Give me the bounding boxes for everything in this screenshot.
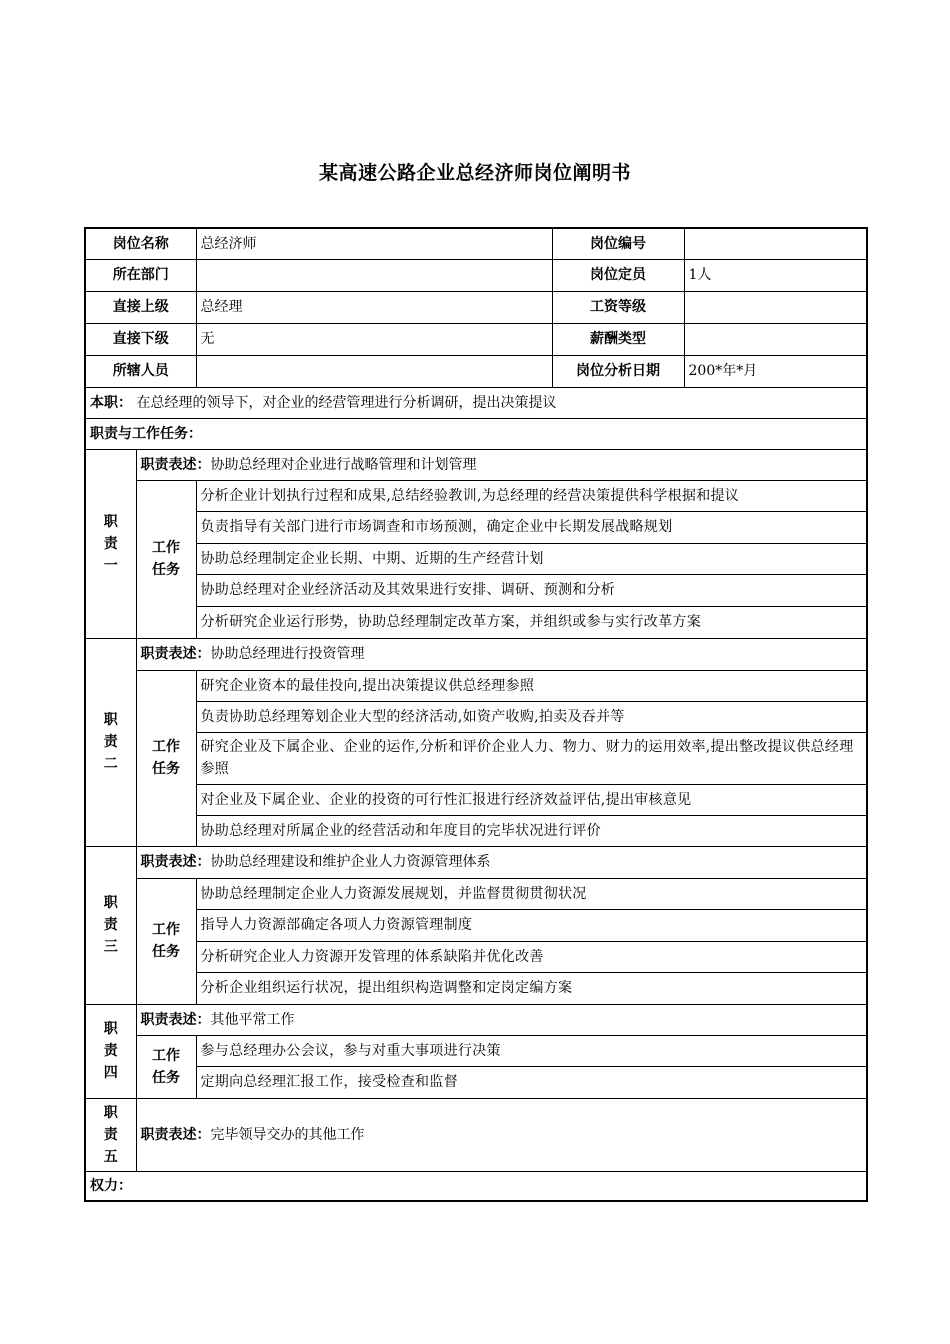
direct-superior-value: 总经理 bbox=[196, 291, 552, 323]
job-description-table bbox=[84, 227, 868, 1202]
position-name-value: 总经济师 bbox=[196, 228, 552, 259]
pay-type-label: 薪酬类型 bbox=[552, 323, 684, 355]
responsibility-1-label: 职 责 一 bbox=[85, 449, 136, 638]
work-tasks-label: 工作 任务 bbox=[136, 1035, 196, 1098]
responsibility-1-description: 职责表述：协助总经理对企业进行战略管理和计划管理 bbox=[136, 449, 867, 480]
responsibility-2-description: 职责表述：协助总经理进行投资管理 bbox=[136, 638, 867, 670]
department-label: 所在部门 bbox=[85, 259, 196, 291]
analysis-date-label: 岗位分析日期 bbox=[552, 355, 684, 387]
task-item: 协助总经理制定企业人力资源发展规划，并监督贯彻贯彻状况 bbox=[196, 878, 867, 909]
task-item: 对企业及下属企业、企业的投资的可行性汇报进行经济效益评估,提出审核意见 bbox=[196, 784, 867, 815]
main-duty-text: 在总经理的领导下，对企业的经营管理进行分析调研，提出决策提议 bbox=[136, 394, 557, 411]
department-value bbox=[196, 259, 552, 291]
main-duty-row bbox=[85, 387, 867, 418]
work-tasks-label: 工作 任务 bbox=[136, 480, 196, 638]
task-item: 协助总经理制定企业长期、中期、近期的生产经营计划 bbox=[196, 543, 867, 574]
main-duty-label: 本职： bbox=[90, 394, 132, 411]
salary-grade-label: 工资等级 bbox=[552, 291, 684, 323]
responsibility-4-label: 职 责 四 bbox=[85, 1004, 136, 1098]
task-item: 指导人力资源部确定各项人力资源管理制度 bbox=[196, 909, 867, 941]
task-item: 参与总经理办公会议，参与对重大事项进行决策 bbox=[196, 1035, 867, 1066]
position-name-label: 岗位名称 bbox=[85, 228, 196, 259]
task-item: 协助总经理对企业经济活动及其效果进行安排、调研、预测和分析 bbox=[196, 574, 867, 606]
direct-subordinate-label: 直接下级 bbox=[85, 323, 196, 355]
task-item: 分析企业计划执行过程和成果,总结经验教训,为总经理的经营决策提供科学根据和提议 bbox=[196, 480, 867, 511]
governed-staff-value bbox=[196, 355, 552, 387]
task-item: 协助总经理对所属企业的经营活动和年度目的完毕状况进行评价 bbox=[196, 815, 867, 846]
work-tasks-label: 工作 任务 bbox=[136, 670, 196, 846]
governed-staff-label: 所辖人员 bbox=[85, 355, 196, 387]
responsibilities-header: 职责与工作任务： bbox=[85, 418, 867, 449]
task-item: 分析企业组织运行状况，提出组织构造调整和定岗定编方案 bbox=[196, 972, 867, 1004]
responsibility-3-description: 职责表述：协助总经理建设和维护企业人力资源管理体系 bbox=[136, 846, 867, 878]
direct-subordinate-value: 无 bbox=[196, 323, 552, 355]
pay-type-value bbox=[684, 323, 867, 355]
responsibility-3-label: 职 责 三 bbox=[85, 846, 136, 1004]
authority-label: 权力： bbox=[85, 1171, 867, 1201]
position-code-value bbox=[684, 228, 867, 259]
task-item: 研究企业及下属企业、企业的运作,分析和评价企业人力、物力、财力的运用效率,提出整改提议供总经理参照 bbox=[196, 732, 867, 784]
page-title: 某高速公路企业总经济师岗位阐明书 bbox=[318, 162, 631, 184]
position-code-label: 岗位编号 bbox=[552, 228, 684, 259]
responsibility-5-label: 职 责 五 bbox=[85, 1098, 136, 1171]
headcount-label: 岗位定员 bbox=[552, 259, 684, 291]
direct-superior-label: 直接上级 bbox=[85, 291, 196, 323]
task-item: 负责协助总经理筹划企业大型的经济活动,如资产收购,拍卖及吞并等 bbox=[196, 701, 867, 732]
task-item: 研究企业资本的最佳投向,提出决策提议供总经理参照 bbox=[196, 670, 867, 701]
work-tasks-label: 工作 任务 bbox=[136, 878, 196, 1004]
task-item: 负责指导有关部门进行市场调查和市场预测，确定企业中长期发展战略规划 bbox=[196, 511, 867, 543]
analysis-date-value: 200*年*月 bbox=[684, 355, 867, 387]
responsibility-2-label: 职 责 二 bbox=[85, 638, 136, 846]
task-item: 分析研究企业运行形势，协助总经理制定改革方案，并组织或参与实行改革方案 bbox=[196, 606, 867, 638]
salary-grade-value bbox=[684, 291, 867, 323]
responsibility-5-description: 职责表述：完毕领导交办的其他工作 bbox=[136, 1098, 867, 1171]
task-item: 定期向总经理汇报工作，接受检查和监督 bbox=[196, 1066, 867, 1098]
responsibility-4-description: 职责表述：其他平常工作 bbox=[136, 1004, 867, 1035]
task-item: 分析研究企业人力资源开发管理的体系缺陷并优化改善 bbox=[196, 941, 867, 972]
headcount-value: 1人 bbox=[684, 259, 867, 291]
